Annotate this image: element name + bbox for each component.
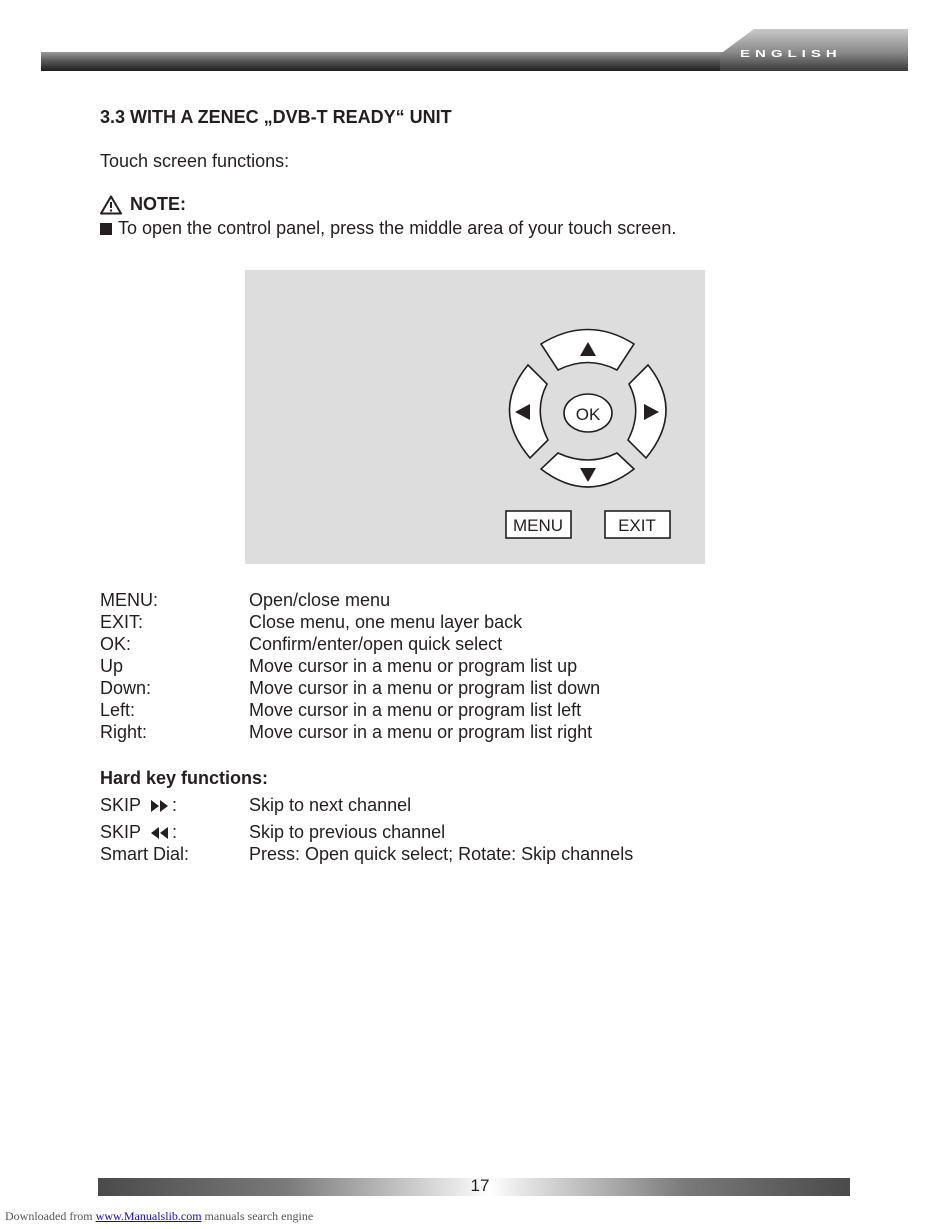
function-desc: Confirm/enter/open quick select — [249, 634, 503, 654]
download-prefix: Downloaded from — [5, 1209, 93, 1223]
up-button[interactable] — [541, 330, 634, 371]
manualslib-link[interactable]: www.Manualslib.com — [95, 1209, 202, 1223]
hard-key-label — [100, 795, 177, 816]
function-desc: Move cursor in a menu or program list left — [249, 700, 582, 720]
download-suffix: manuals search engine — [204, 1209, 314, 1223]
note-heading — [100, 194, 186, 215]
hard-key-name: SKIP — [100, 795, 142, 815]
function-key: OK: — [100, 634, 132, 654]
exit-label: EXIT — [618, 516, 656, 535]
touch-functions-intro: Touch screen functions: — [100, 151, 290, 171]
function-desc: Close menu, one menu layer back — [249, 612, 523, 632]
hard-key-colon: : — [172, 822, 178, 842]
function-desc: Move cursor in a menu or program list up — [249, 656, 578, 676]
hard-key-colon: : — [172, 795, 178, 815]
menu-label: MENU — [512, 516, 564, 535]
function-key: Left: — [100, 700, 136, 720]
language-label: ENGLISH — [740, 47, 842, 60]
right-button[interactable] — [628, 365, 666, 458]
warning-triangle-icon — [100, 195, 122, 215]
page-number: 17 — [470, 1176, 490, 1195]
note-line — [100, 218, 676, 239]
down-button[interactable] — [541, 453, 634, 487]
hard-key-desc: Skip to next channel — [249, 795, 412, 815]
function-key: MENU: — [100, 590, 158, 610]
bullet-square-icon — [100, 223, 112, 235]
function-key: Right: — [100, 722, 148, 742]
control-panel-diagram — [245, 270, 705, 564]
function-desc: Open/close menu — [249, 590, 391, 610]
function-key: EXIT: — [100, 612, 144, 632]
function-desc: Move cursor in a menu or program list right — [249, 722, 593, 742]
fast-rewind-icon — [150, 826, 172, 840]
hard-key-desc: Skip to previous channel — [249, 822, 446, 842]
fast-forward-icon — [150, 799, 172, 813]
control-panel-svg — [245, 270, 705, 564]
hard-key-label — [100, 822, 177, 843]
function-key: Down: — [100, 678, 152, 698]
ok-label: OK — [575, 405, 601, 424]
hard-key-desc: Press: Open quick select; Rotate: Skip channels — [249, 844, 634, 864]
note-text: To open the control panel, press the middle area of your touch screen. — [118, 218, 677, 238]
hard-key-heading: Hard key functions: — [100, 768, 269, 788]
function-desc: Move cursor in a menu or program list down — [249, 678, 601, 698]
exit-button[interactable] — [605, 511, 670, 538]
function-key: Up — [100, 656, 124, 676]
menu-button[interactable] — [506, 511, 571, 538]
left-button[interactable] — [509, 365, 548, 458]
download-source-note — [5, 1209, 313, 1224]
note-heading-text: NOTE: — [130, 194, 186, 214]
hard-key-name: Smart Dial: — [100, 844, 190, 864]
ok-button[interactable] — [564, 394, 612, 432]
section-title: 3.3 WITH A ZENEC „DVB-T READY“ UNIT — [100, 107, 452, 127]
hard-key-name: SKIP — [100, 822, 142, 842]
